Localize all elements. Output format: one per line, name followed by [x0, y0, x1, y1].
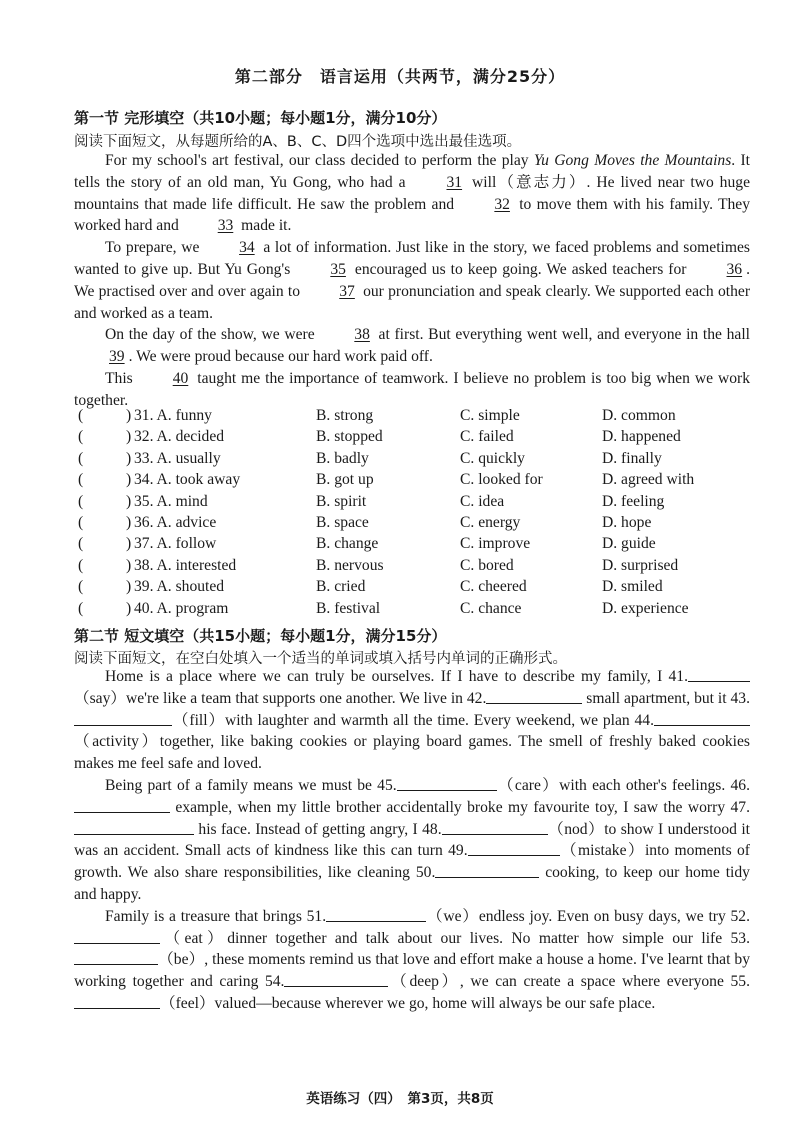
text: （say）we're like a team that supports one another. We live in 42.: [74, 689, 487, 707]
blank-53: [74, 950, 158, 965]
text: For my school's art festival, our class decided to perform the play: [105, 152, 534, 169]
option-d: D. surprised: [602, 556, 679, 574]
option-b: B. got up: [316, 471, 374, 489]
option-d: D. guide: [602, 535, 656, 553]
text: will（意志力）. He lived near two huge mountains that made life difficult. He saw the problem and: [74, 173, 750, 213]
text: （we）endless joy. Even on busy days, we try 52.: [426, 907, 750, 925]
blank-49: [468, 841, 560, 856]
option-a: 31. A. funny: [134, 407, 212, 424]
option-row-33: [74, 450, 750, 471]
cloze-paragraph-2: [74, 237, 750, 324]
text: . We were proud because our hard work paid off.: [128, 348, 433, 366]
text: This: [105, 369, 138, 387]
cloze-paragraph-4: [74, 368, 750, 412]
fill-paragraph-3: [74, 906, 750, 1015]
blank-44: [654, 711, 750, 726]
text: small apartment, but it 43.: [582, 689, 750, 707]
blank-43: [74, 711, 172, 726]
option-b: B. cried: [316, 578, 366, 596]
blank-42: [486, 689, 582, 704]
text: made it.: [237, 217, 292, 235]
option-b: B. space: [316, 513, 369, 531]
text: （activity）together, like baking cookies or playing board games. The smell of freshly baked cookies makes me feel safe and loved.: [74, 733, 750, 773]
answer-paren-close: ): [126, 428, 132, 446]
text: （be）, these moments remind us that love and effort make a house a home. I've learnt that by working together and caring 54.: [74, 951, 750, 991]
blank-41: [688, 667, 750, 682]
blank-33: 33: [217, 217, 234, 235]
blank-34: 34: [239, 239, 255, 257]
blank-40: 40: [172, 369, 189, 387]
blank-45: [397, 776, 497, 791]
text: Family is a treasure that brings 51.: [105, 907, 327, 925]
answer-paren-close: ): [126, 449, 132, 467]
answer-paren-open: (: [78, 428, 84, 446]
text: On the day of the show, we were: [105, 326, 320, 344]
text: To prepare, we: [105, 239, 205, 257]
blank-46: [74, 798, 170, 813]
part-title: 第二部分 语言运用（共两节，满分25分）: [234, 67, 566, 86]
option-row-31: [74, 407, 750, 428]
text: Being part of a family means we must be 45.: [105, 776, 397, 794]
text: （eat）dinner together and talk about our lives. No matter how simple our life 53.: [160, 929, 750, 947]
option-d: D. smiled: [602, 578, 663, 596]
option-d: D. hope: [602, 513, 652, 531]
blank-38: 38: [354, 326, 370, 344]
blank-52: [74, 929, 160, 944]
option-a: 37. A. follow: [134, 535, 217, 553]
fill-paragraph-1: [74, 666, 750, 775]
option-a: 38. A. interested: [134, 556, 237, 574]
option-row-39: [74, 578, 750, 599]
answer-paren-close: ): [126, 535, 132, 553]
option-d: D. happened: [602, 428, 681, 446]
section2-instruction: 阅读下面短文，在空白处填入一个适当的单词或填入括号内单词的正确形式。: [74, 651, 567, 667]
blank-31: 31: [446, 173, 463, 191]
section1-title: 第一节 完形填空（共10小题；每小题1分，满分10分）: [74, 109, 447, 127]
option-c: C. improve: [460, 535, 531, 553]
option-c: C. chance: [460, 599, 522, 617]
answer-paren-open: (: [78, 471, 84, 489]
text: （nod）to show I understood it was an accident. Small acts of kindness like this can turn 49.: [74, 820, 750, 860]
option-c: C. bored: [460, 556, 514, 574]
answer-paren-close: ): [126, 578, 132, 596]
answer-paren-open: (: [78, 599, 84, 617]
option-row-35: [74, 493, 750, 514]
option-d: D. common: [602, 407, 676, 424]
blank-50: [435, 863, 539, 878]
cloze-passage: [74, 150, 750, 412]
answer-paren-open: (: [78, 535, 84, 553]
blank-48: [442, 820, 548, 835]
option-b: B. strong: [316, 407, 374, 424]
option-c: C. looked for: [460, 471, 543, 489]
answer-paren-open: (: [78, 556, 84, 574]
text: a lot of information. Just like in the story, we faced problems and sometimes wanted to give up. But Yu Gong's: [74, 239, 750, 278]
blank-37: 37: [339, 282, 355, 300]
answer-paren-close: ): [126, 556, 132, 574]
blank-47: [74, 820, 194, 835]
fill-passage: [74, 666, 750, 1015]
option-a: 40. A. program: [134, 599, 229, 617]
answer-paren-close: ): [126, 471, 132, 489]
option-c: C. cheered: [460, 578, 527, 596]
fill-paragraph-2: [74, 775, 750, 906]
section1-instruction: 阅读下面短文，从每题所给的A、B、C、D四个选项中选出最佳选项。: [74, 134, 522, 150]
text: example, when my little brother accidentally broke my favourite toy, I saw the worry 47.: [170, 798, 750, 816]
section2-title: 第二节 短文填空（共15小题；每小题1分，满分15分）: [74, 627, 447, 645]
blank-55: [74, 994, 160, 1009]
answer-paren-close: ): [126, 599, 132, 617]
text: （care）with each other's feelings. 46.: [496, 776, 750, 794]
cloze-paragraph-3: [74, 324, 750, 368]
option-b: B. festival: [316, 599, 381, 617]
blank-35: 35: [330, 260, 346, 278]
blank-39: 39: [109, 348, 125, 366]
option-d: D. finally: [602, 449, 662, 467]
option-c: C. simple: [460, 407, 520, 424]
blank-51: [326, 907, 426, 922]
answer-paren-open: (: [78, 578, 84, 596]
option-row-32: [74, 428, 750, 449]
text: （mistake）into moments of growth. We also share responsibilities, like cleaning 50.: [74, 842, 750, 882]
text: his face. Instead of getting angry, I 48.: [194, 820, 442, 838]
text: （fill）with laughter and warmth all the time. Every weekend, we plan 44.: [172, 711, 654, 729]
option-d: D. experience: [602, 599, 689, 617]
blank-54: [284, 972, 388, 987]
text: encouraged us to keep going. We asked teachers for: [349, 260, 692, 278]
text: （feel）valued—because wherever we go, home will always be our safe place.: [160, 994, 656, 1012]
answer-paren-open: (: [78, 449, 84, 467]
text: taught me the importance of teamwork. I believe no problem is too big when we work together.: [74, 369, 751, 409]
option-c: C. quickly: [460, 449, 525, 467]
page-footer: 英语练习（四） 第3页，共8页: [306, 1091, 494, 1107]
text: cooking, to keep our home tidy and happy.: [74, 864, 750, 903]
answer-paren-close: ): [126, 492, 132, 510]
option-row-38: [74, 557, 750, 578]
blank-36: 36: [726, 260, 743, 278]
text: . It tells the story of an old man, Yu Gong, who had a: [74, 152, 750, 191]
answer-paren-close: ): [126, 407, 132, 424]
option-b: B. change: [316, 535, 379, 553]
option-row-37: [74, 535, 750, 556]
answer-paren-open: (: [78, 492, 84, 510]
option-b: B. spirit: [316, 492, 367, 510]
blank-32: 32: [494, 195, 510, 213]
answer-paren-open: (: [78, 513, 84, 531]
answer-paren-close: ): [126, 513, 132, 531]
text: our pronunciation and speak clearly. We supported each other and worked as a team.: [74, 282, 751, 322]
option-a: 32. A. decided: [134, 428, 225, 446]
cloze-paragraph-1: [74, 150, 750, 237]
option-c: C. idea: [460, 492, 505, 510]
option-d: D. feeling: [602, 492, 665, 510]
option-b: B. stopped: [316, 428, 383, 446]
option-b: B. nervous: [316, 556, 384, 574]
option-a: 33. A. usually: [134, 449, 221, 467]
option-a: 39. A. shouted: [134, 578, 225, 596]
text: Home is a place where we can truly be ourselves. If I have to describe my family, I 41.: [105, 668, 688, 685]
option-row-36: [74, 514, 750, 535]
text: . We practised over and over again to: [74, 260, 750, 300]
option-d: D. agreed with: [602, 471, 695, 489]
options-table: [74, 407, 750, 621]
text: （deep）, we can create a space where everyone 55.: [388, 973, 750, 991]
option-c: C. failed: [460, 428, 514, 446]
play-title: Yu Gong Moves the Mountains: [533, 152, 732, 169]
option-row-40: [74, 600, 750, 621]
option-a: 34. A. took away: [134, 471, 241, 489]
answer-paren-open: (: [78, 407, 84, 424]
text: to move them with his family. They worked hard and: [74, 195, 750, 235]
option-b: B. badly: [316, 449, 369, 467]
option-c: C. energy: [460, 513, 521, 531]
option-row-34: [74, 471, 750, 492]
option-a: 35. A. mind: [134, 492, 208, 510]
text: at first. But everything went well, and everyone in the hall: [373, 326, 750, 344]
option-a: 36. A. advice: [134, 513, 217, 531]
